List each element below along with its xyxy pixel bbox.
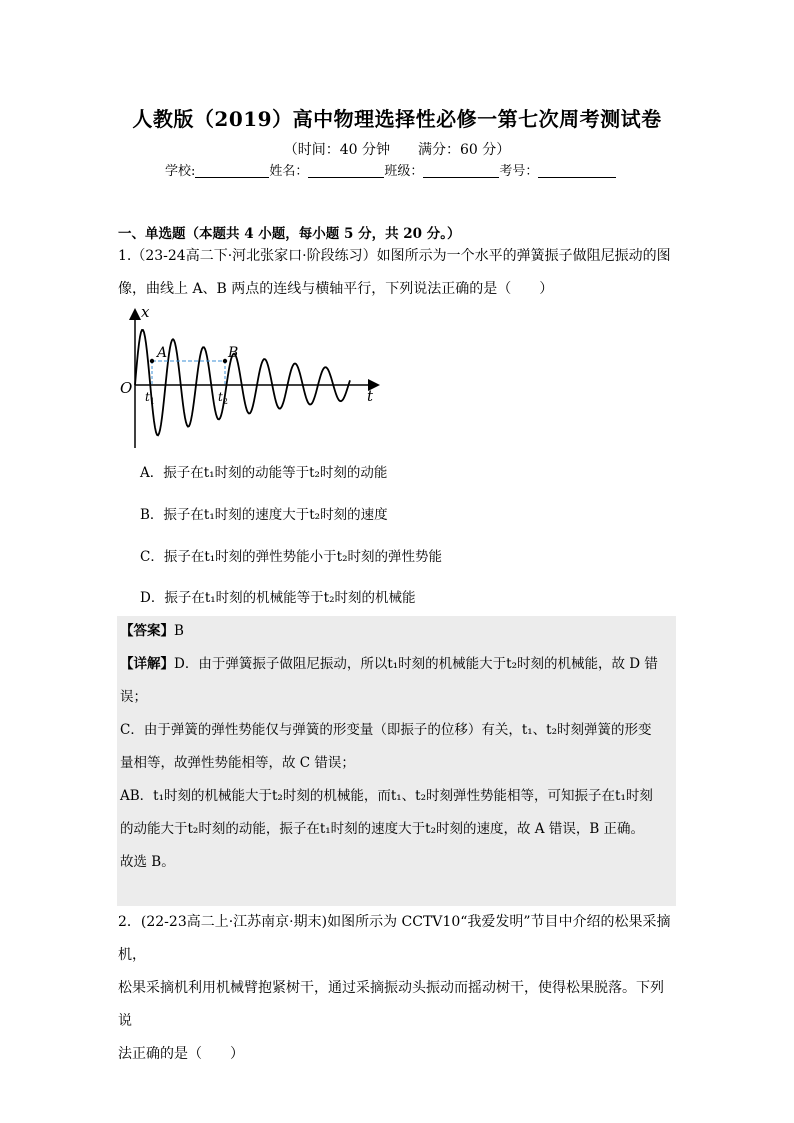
point-a-dot — [150, 359, 154, 363]
exam-number-blank[interactable] — [538, 163, 616, 178]
q1-answer-detail — [120, 615, 676, 879]
q1-option-b[interactable]: B．振子在t₁时刻的速度大于t₂时刻的速度 — [140, 507, 388, 523]
t2-label: $t_2$ — [218, 390, 228, 406]
q1-answer-line — [120, 615, 676, 648]
section-heading: 一、单选题（本题共 4 小题，每小题 5 分，共 20 分。） — [118, 226, 461, 242]
q1-stem — [118, 240, 676, 306]
student-info-row — [165, 160, 616, 179]
t-axis-label: t — [367, 387, 374, 405]
oscillation-curve — [135, 330, 350, 435]
page-title: 人教版（2019）高中物理选择性必修一第七次周考测试卷 — [132, 107, 662, 131]
damped-oscillation-graph — [115, 303, 385, 453]
class-label: 班级： — [384, 164, 424, 179]
detail-line-3: C．由于弹簧的弹性势能仅与弹簧的形变量（即振子的位移）有关，t₁、t₂时刻弹簧的形变 — [120, 722, 652, 738]
q2-stem-line3: 法正确的是（ ） — [118, 1046, 244, 1062]
origin-label: O — [120, 379, 133, 397]
q1-option-d[interactable]: D．振子在t₁时刻的机械能等于t₂时刻的机械能 — [140, 590, 416, 606]
exam-time-score: （时间：40 分钟 满分：60 分） — [283, 142, 511, 158]
detail-line-7: 故选 B。 — [120, 854, 175, 870]
detail-line-1: 【详解】D．由于弹簧振子做阻尼振动，所以t₁时刻的机械能大于t₂时刻的机械能，故 D 错 — [120, 656, 658, 672]
point-a-label: A — [157, 345, 168, 361]
exam-number-label: 考号： — [499, 164, 539, 179]
detail-line-6: 的动能大于t₂时刻的动能，振子在t₁时刻的速度大于t₂时刻的速度，故 A 错误，B 正确。 — [120, 821, 645, 837]
school-label: 学校: — [165, 164, 196, 179]
q1-option-a[interactable]: A．振子在t₁时刻的动能等于t₂时刻的动能 — [140, 465, 388, 481]
x-axis-label: x — [141, 303, 150, 321]
t1-label: $t_1$ — [145, 390, 155, 406]
school-blank[interactable] — [195, 163, 269, 178]
class-blank[interactable] — [423, 163, 499, 178]
q1-option-c[interactable]: C．振子在t₁时刻的弹性势能小于t₂时刻的弹性势能 — [140, 549, 443, 565]
answer-label: 【答案】 — [120, 623, 174, 639]
detail-line-5: AB．t₁时刻的机械能大于t₂时刻的机械能，而t₁、t₂时刻弹性势能相等，可知振子在t₁时刻 — [120, 788, 653, 804]
q2-stem — [118, 906, 676, 1071]
q2-stem-line2: 松果采摘机利用机械臂抱紧树干，通过采摘振动头振动而摇动树干，使得松果脱落。下列说 — [118, 980, 664, 1029]
answer-value: B — [174, 623, 184, 639]
detail-line-2: 误； — [120, 689, 147, 705]
q2-stem-line1: 2．(22-23高二上·江苏南京·期末)如图所示为 CCTV10“我爱发明”节目中介绍的松果采摘机， — [118, 914, 671, 963]
detail-label: 【详解】 — [120, 656, 174, 672]
name-blank[interactable] — [308, 163, 384, 178]
q1-stem-line1: 1.（23-24高二下·河北张家口·阶段练习）如图所示为一个水平的弹簧振子做阻尼振动的图 — [118, 248, 671, 264]
q1-stem-line2: 像，曲线上 A、B 两点的连线与横轴平行，下列说法正确的是（ ） — [118, 281, 554, 297]
name-label: 姓名： — [269, 164, 309, 179]
point-b-label: B — [228, 345, 239, 361]
detail-line-4: 量相等，故弹性势能相等，故 C 错误； — [120, 755, 355, 771]
point-b-dot — [223, 359, 227, 363]
